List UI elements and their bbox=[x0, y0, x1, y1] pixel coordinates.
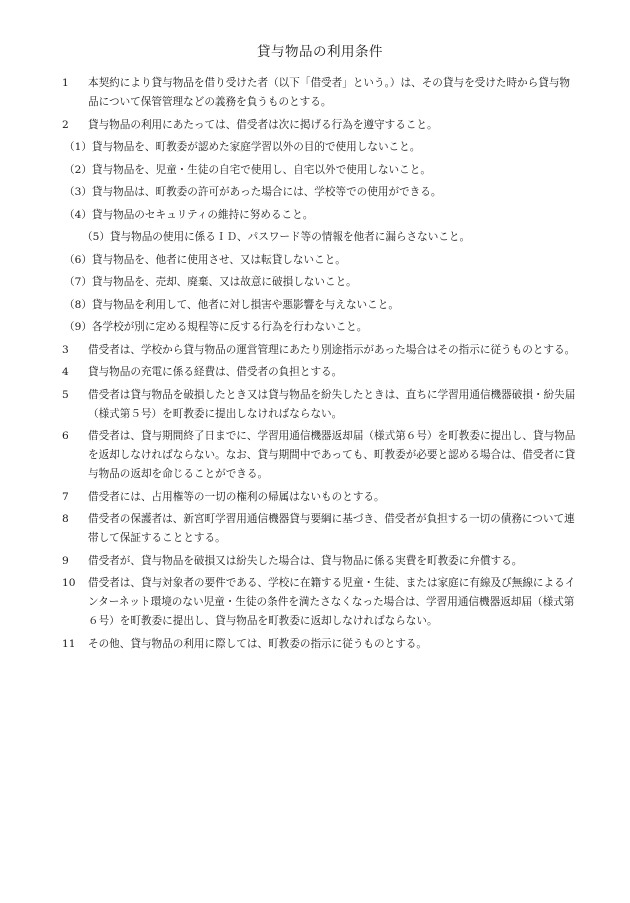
sub-clause: （2）貸与物品を、児童・生徒の自宅で使用し、自宅以外で使用しないこと。 bbox=[64, 163, 431, 176]
clause-item bbox=[62, 386, 578, 424]
clause-number: 7 bbox=[62, 490, 69, 503]
sub-clause: （6）貸与物品を、他者に使用させ、又は転貸しないこと。 bbox=[64, 253, 346, 266]
clause-number: 2 bbox=[62, 118, 69, 131]
clause-number: 8 bbox=[62, 513, 69, 525]
clause-number: 5 bbox=[62, 388, 69, 401]
clause-text: 借受者には、占用権等の一切の権利の帰属はないものとする。 bbox=[88, 490, 385, 503]
clause-item bbox=[62, 552, 578, 571]
clause-text: 本契約により貸与物品を借り受けた者（以下「借受者」という。）は、その貸与を受けた時から貸与物品について保管管理などの義務を負うものとする。 bbox=[88, 77, 571, 108]
clause-text: 貸与物品の充電に係る経費は、借受者の負担とする。 bbox=[88, 366, 343, 378]
clause-item bbox=[62, 427, 578, 484]
clause-number: 11 bbox=[62, 637, 76, 650]
clause-text: 貸与物品の利用にあたっては、借受者は次に掲げる行為を遵守すること。 bbox=[88, 118, 438, 131]
clause-item bbox=[62, 574, 578, 631]
clause-text: その他、貸与物品の利用に際しては、町教委の指示に従うものとする。 bbox=[88, 637, 427, 650]
sub-clause: （8）貸与物品を利用して、他者に対し損害や悪影響を与えないこと。 bbox=[64, 298, 399, 311]
sub-clause: （5）貸与物品の使用に係るＩＤ、パスワード等の情報を他者に漏らさないこと。 bbox=[82, 231, 471, 243]
clause-item bbox=[62, 74, 578, 112]
clause-item bbox=[62, 116, 578, 135]
clause-item bbox=[62, 635, 578, 654]
clause-number: 6 bbox=[62, 430, 69, 442]
clause-item bbox=[62, 510, 578, 548]
document-title: 貸与物品の利用条件 bbox=[257, 44, 383, 60]
clause-text: 借受者の保護者は、新宮町学習用通信機器貸与要綱に基づき、借受者が負担する一切の債務について連帯して保証することとする。 bbox=[88, 513, 575, 544]
sub-clause: （4）貸与物品のセキュリティの維持に努めること。 bbox=[64, 208, 314, 221]
sub-clause: （3）貸与物品は、町教委の許可があった場合には、学校等での使用ができる。 bbox=[64, 186, 442, 198]
sub-clause: （9）各学校が別に定める規程等に反する行為を行わないこと。 bbox=[64, 321, 368, 333]
clause-text: 借受者は貸与物品を破損したとき又は貸与物品を紛失したときは、直ちに学習用通信機器破損・紛失届（様式第５号）を町教委に提出しなければならない。 bbox=[88, 388, 576, 420]
sub-clause: （7）貸与物品を、売却、廃棄、又は故意に破損しないこと。 bbox=[64, 276, 357, 288]
clause-text: 借受者は、貸与期間終了日までに、学習用通信機器返却届（様式第６号）を町教委に提出し、貸与物品を返却しなければならない。なお、貸与期間中であっても、町教委が必要と認める場合は、借受者に貸与物品の返却を命じることができる。 bbox=[88, 430, 576, 480]
clause-item bbox=[62, 341, 578, 360]
clause-list bbox=[62, 74, 578, 654]
clause-number: 9 bbox=[62, 554, 69, 567]
clause-text: 借受者は、学校から貸与物品の運営管理にあたり別途指示があった場合はその指示に従うものとする。 bbox=[88, 343, 576, 356]
clause-number: 10 bbox=[62, 577, 76, 589]
sub-clause: （1）貸与物品を、町教委が認めた家庭学習以外の目的で使用しないこと。 bbox=[64, 141, 421, 153]
clause-text: 借受者が、貸与物品を破損又は紛失した場合は、貸与物品に係る実費を町教委に弁償する。 bbox=[88, 554, 523, 567]
clause-text: 借受者は、貸与対象者の要件である、学校に在籍する児童・生徒、または家庭に有線及び無線によるインターネット環境のない児童・生徒の条件を満たさなくなった場合は、学習用通信機器返却届（様式第６号）を町教委に提出し、貸与物品を町教委に返却しなければならない。 bbox=[88, 577, 576, 627]
clause-item bbox=[62, 488, 578, 507]
clause-number: 4 bbox=[62, 366, 69, 378]
clause-number: 1 bbox=[62, 77, 69, 89]
clause-item bbox=[62, 363, 578, 382]
clause-number: 3 bbox=[62, 343, 69, 356]
